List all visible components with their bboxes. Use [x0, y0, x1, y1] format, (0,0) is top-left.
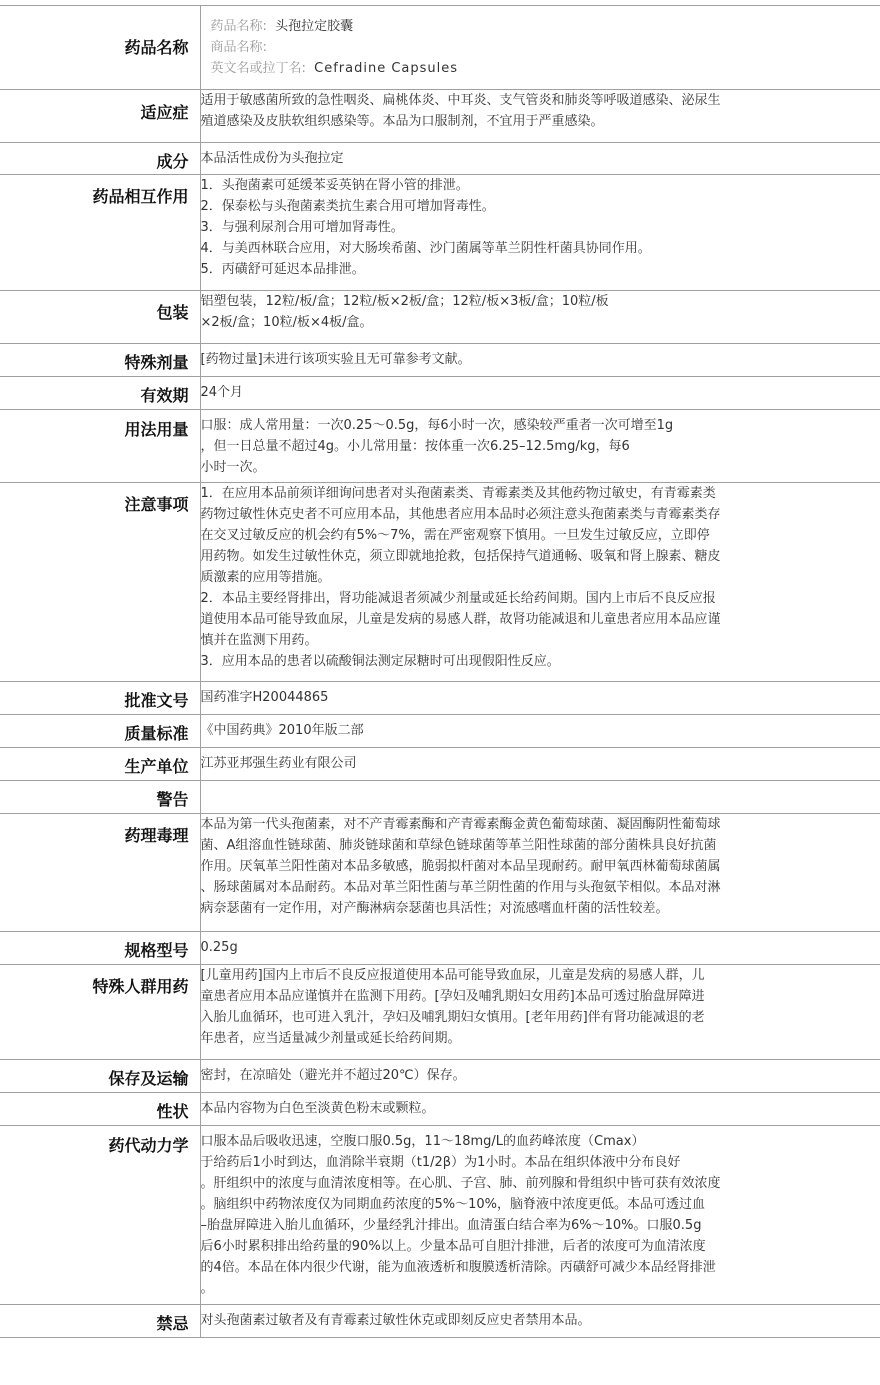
row-label: 特殊人群用药 [0, 965, 200, 997]
text-line: 3．应用本品的患者以硫酸铜法测定尿糖时可出现假阳性反应。 [201, 651, 880, 672]
row-label: 适应症 [0, 90, 200, 123]
generic-name-value: 头孢拉定胶囊 [275, 19, 353, 34]
row-label: 生产单位 [0, 748, 200, 777]
label-cell [0, 748, 200, 781]
generic-name-row [211, 16, 871, 37]
text-line: 4．与美西林联合应用，对大肠埃希菌、沙门菌属等革兰阴性杆菌具协同作用。 [201, 238, 880, 259]
row-label: 质量标准 [0, 715, 200, 744]
row-appearance [0, 1093, 880, 1126]
text-line: 江苏亚邦强生药业有限公司 [201, 753, 880, 774]
interactions-cell [200, 175, 880, 291]
text-line: 用药物。如发生过敏性休克，须立即就地抢救，包括保持气道通畅、吸氧和肾上腺素、糖皮 [201, 546, 880, 567]
label-cell [0, 344, 200, 377]
row-label: 规格型号 [0, 932, 200, 961]
shelf-life-cell [200, 377, 880, 410]
label-cell [0, 965, 200, 1060]
row-names [0, 6, 880, 90]
text-line: 菌、A组溶血性链球菌、肺炎链球菌和草绿色链球菌等革兰阳性球菌的部分菌株具良好抗菌 [201, 835, 880, 856]
row-manufacturer [0, 748, 880, 781]
row-quality [0, 715, 880, 748]
text-line: 2．保泰松与头孢菌素类抗生素合用可增加肾毒性。 [201, 196, 880, 217]
row-label: 特殊剂量 [0, 344, 200, 373]
indications-cell [200, 90, 880, 143]
row-label: 成分 [0, 143, 200, 172]
text-line: 在交叉过敏反应的机会约有5%～7%，需在严密观察下慎用。一旦发生过敏反应，立即停 [201, 525, 880, 546]
row-label: 有效期 [0, 377, 200, 406]
row-pharmacokinetics [0, 1126, 880, 1305]
text-line: 后6小时累积排出给药量的90%以上。少量本品可自胆汁排泄，后者的浓度可为血清浓度 [201, 1236, 880, 1257]
row-label: 用法用量 [0, 410, 200, 440]
row-packaging [0, 291, 880, 344]
text-line: 的4倍。本品在体内很少代谢，能为血液透析和腹膜透析清除。丙磺舒可减少本品经肾排泄 [201, 1257, 880, 1278]
row-ingredients [0, 143, 880, 175]
contraindications-cell [200, 1305, 880, 1338]
row-special-groups [0, 965, 880, 1060]
label-cell [0, 682, 200, 715]
label-cell [0, 377, 200, 410]
row-label: 药品名称 [0, 6, 200, 58]
text-line: 本品为第一代头孢菌素，对不产青霉素酶和产青霉素酶金黄色葡萄球菌、凝固酶阴性葡萄球 [201, 814, 880, 835]
label-cell [0, 1093, 200, 1126]
text-line: 本品活性成份为头孢拉定 [201, 148, 880, 169]
row-label: 药代动力学 [0, 1126, 200, 1156]
appearance-cell [200, 1093, 880, 1126]
row-precautions [0, 483, 880, 682]
text-line: 道使用本品可能导致血尿，儿童是发病的易感人群，故肾功能减退和儿童患者应用本品应谨 [201, 609, 880, 630]
text-line: 密封，在凉暗处（避光并不超过20℃）保存。 [201, 1065, 880, 1086]
text-line: 药物过敏性休克史者不可应用本品，其他患者应用本品时必须注意头孢菌素类与青霉素类存 [201, 504, 880, 525]
text-line: –胎盘屏障进入胎儿血循环，少量经乳汁排出。血清蛋白结合率为6%～10%。口服0.5g [201, 1215, 880, 1236]
special-groups-cell [200, 965, 880, 1060]
row-storage [0, 1060, 880, 1093]
text-line: 小时一次。 [201, 457, 880, 478]
label-cell [0, 932, 200, 965]
text-line: [儿童用药]国内上市后不良反应报道使用本品可能导致血尿，儿童是发病的易感人群，儿 [201, 965, 880, 986]
label-cell [0, 814, 200, 932]
text-line: ，但一日总量不超过4g。小儿常用量：按体重一次6.25–12.5mg/kg，每6 [201, 436, 880, 457]
special-dose-cell [200, 344, 880, 377]
text-line: 于给药后1小时到达，血消除半衰期（t1/2β）为1小时。本品在组织体液中分布良好 [201, 1152, 880, 1173]
precautions-cell [200, 483, 880, 682]
generic-name-key: 药品名称: [211, 19, 267, 34]
text-line: 本品内容物为白色至淡黄色粉末或颗粒。 [201, 1098, 880, 1119]
text-line: 童患者应用本品应谨慎并在监测下用药。[孕妇及哺乳期妇女用药]本品可透过胎盘屏障进 [201, 986, 880, 1007]
trade-name-row [211, 37, 871, 58]
text-line: 口服：成人常用量：一次0.25～0.5g，每6小时一次，感染较严重者一次可增至1g [201, 415, 880, 436]
row-label: 包装 [0, 291, 200, 323]
text-line: 质激素的应用等措施。 [201, 567, 880, 588]
text-line: 3．与强利尿剂合用可增加肾毒性。 [201, 217, 880, 238]
row-approval [0, 682, 880, 715]
row-pharmacology [0, 814, 880, 932]
label-cell [0, 1060, 200, 1093]
text-line: 。脑组织中药物浓度仅为同期血药浓度的5%～10%，脑脊液中浓度更低。本品可透过血 [201, 1194, 880, 1215]
row-special-dose [0, 344, 880, 377]
english-name-row [211, 58, 871, 79]
text-line: [药物过量]未进行该项实验且无可靠参考文献。 [201, 349, 880, 370]
text-line: 口服本品后吸收迅速，空腹口服0.5g，11～18mg/L的血药峰浓度（Cmax） [201, 1131, 880, 1152]
text-line: 、肠球菌属对本品耐药。本品对革兰阳性菌与革兰阴性菌的作用与头孢氨苄相似。本品对淋 [201, 877, 880, 898]
label-cell [0, 781, 200, 814]
text-line: 病奈瑟菌有一定作用，对产酶淋病奈瑟菌也具活性；对流感嗜血杆菌的活性较差。 [201, 898, 880, 919]
names-cell [200, 6, 880, 90]
row-specification [0, 932, 880, 965]
text-line: 年患者，应当适量减少剂量或延长给药间期。 [201, 1028, 880, 1049]
row-label: 药品相互作用 [0, 175, 200, 207]
text-line: 。 [201, 1278, 880, 1299]
row-label: 警告 [0, 781, 200, 810]
row-label: 性状 [0, 1093, 200, 1122]
text-line: 5．丙磺舒可延迟本品排泄。 [201, 259, 880, 280]
trade-name-key: 商品名称: [211, 40, 267, 55]
label-cell [0, 483, 200, 682]
text-line: 24个月 [201, 382, 880, 403]
row-label: 批准文号 [0, 682, 200, 711]
row-interactions [0, 175, 880, 291]
label-cell [0, 715, 200, 748]
row-label: 禁忌 [0, 1305, 200, 1334]
text-line: 2．本品主要经肾排出，肾功能减退者须减少剂量或延长给药间期。国内上市后不良反应报 [201, 588, 880, 609]
text-line: 作用。厌氧革兰阳性菌对本品多敏感，脆弱拟杆菌对本品呈现耐药。耐甲氧西林葡萄球菌属 [201, 856, 880, 877]
text-line: 1．头孢菌素可延缓苯妥英钠在肾小管的排泄。 [201, 175, 880, 196]
row-indications [0, 90, 880, 143]
row-dosage [0, 410, 880, 483]
row-contraindications [0, 1305, 880, 1338]
approval-cell [200, 682, 880, 715]
label-cell [0, 175, 200, 291]
text-line: 0.25g [201, 937, 880, 958]
text-line: 《中国药典》2010年版二部 [201, 720, 880, 741]
ingredients-cell [200, 143, 880, 175]
text-line: 对头孢菌素过敏者及有青霉素过敏性休克或即刻反应史者禁用本品。 [201, 1310, 880, 1331]
row-warning [0, 781, 880, 814]
english-name-key: 英文名或拉丁名: [211, 61, 306, 76]
drug-spec-table [0, 5, 880, 1338]
label-cell [0, 1305, 200, 1338]
label-cell [0, 1126, 200, 1305]
text-line: 慎并在监测下用药。 [201, 630, 880, 651]
label-cell [0, 143, 200, 175]
pharmacology-cell [200, 814, 880, 932]
packaging-cell [200, 291, 880, 344]
label-cell [0, 6, 200, 90]
dosage-cell [200, 410, 880, 483]
label-cell [0, 90, 200, 143]
storage-cell [200, 1060, 880, 1093]
english-name-value: Cefradine Capsules [314, 61, 458, 76]
row-shelf-life [0, 377, 880, 410]
text-line: 。肝组织中的浓度与血清浓度相等。在心肌、子宫、肺、前列腺和骨组织中皆可获有效浓度 [201, 1173, 880, 1194]
label-cell [0, 410, 200, 483]
pharmacokinetics-cell [200, 1126, 880, 1305]
text-line: 国药准字H20044865 [201, 687, 880, 708]
text-line: ×2板/盒；10粒/板×4板/盒。 [201, 312, 880, 333]
row-label: 药理毒理 [0, 814, 200, 846]
text-line: 铝塑包装，12粒/板/盒；12粒/板×2板/盒；12粒/板×3板/盒；10粒/板 [201, 291, 880, 312]
row-label: 保存及运输 [0, 1060, 200, 1089]
text-line: 殖道感染及皮肤软组织感染等。本品为口服制剂，不宜用于严重感染。 [201, 111, 880, 132]
warning-cell [200, 781, 880, 814]
text-line: 适用于敏感菌所致的急性咽炎、扁桃体炎、中耳炎、支气管炎和肺炎等呼吸道感染、泌尿生 [201, 90, 880, 111]
quality-cell [200, 715, 880, 748]
text-line: 入胎儿血循环，也可进入乳汁，孕妇及哺乳期妇女慎用。[老年用药]伴有肾功能减退的老 [201, 1007, 880, 1028]
label-cell [0, 291, 200, 344]
specification-cell [200, 932, 880, 965]
text-line: 1．在应用本品前须详细询问患者对头孢菌素类、青霉素类及其他药物过敏史，有青霉素类 [201, 483, 880, 504]
row-label: 注意事项 [0, 483, 200, 515]
manufacturer-cell [200, 748, 880, 781]
